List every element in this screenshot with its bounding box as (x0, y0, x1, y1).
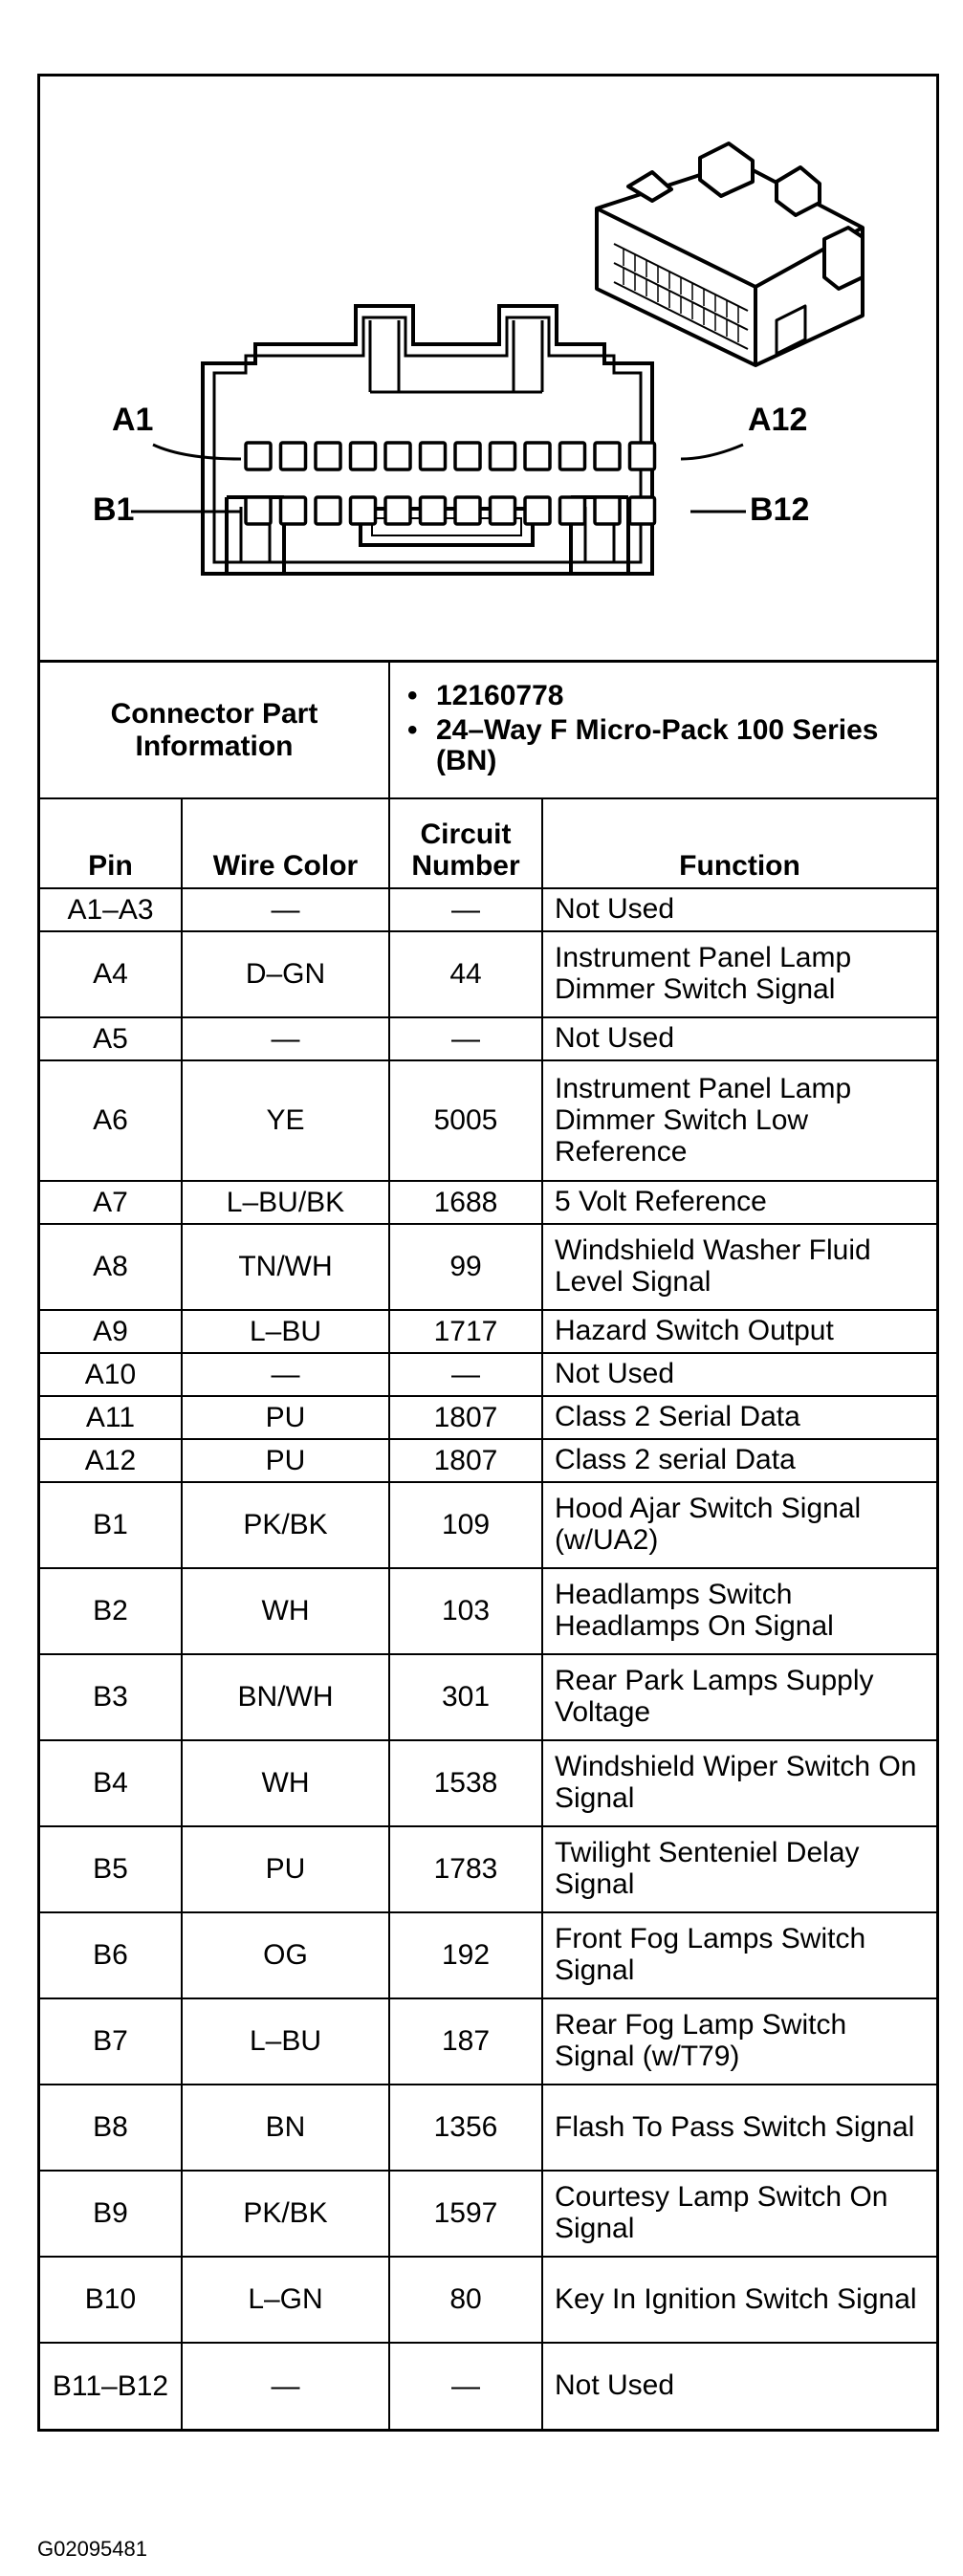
function-cell: 5 Volt Reference (542, 1181, 936, 1224)
pin-cavity (525, 443, 550, 469)
pin-cavity (421, 497, 446, 524)
pinout-table (40, 797, 936, 2429)
wire-color-cell: PK/BK (182, 1482, 389, 1568)
function-cell: Class 2 serial Data (542, 1439, 936, 1482)
circuit-number-cell: 44 (389, 931, 542, 1017)
pin-cavity (385, 497, 410, 524)
function-cell: Rear Park Lamps Supply Voltage (542, 1654, 936, 1740)
circuit-number-cell: — (389, 2343, 542, 2429)
circuit-number-cell: 109 (389, 1482, 542, 1568)
pin-cavity (630, 443, 655, 469)
pin-cell: A7 (40, 1181, 182, 1224)
connector-info-item: • 12160778 (407, 679, 564, 711)
connector-info-table (40, 663, 936, 797)
pin-cell: A12 (40, 1439, 182, 1482)
function-cell: Twilight Senteniel Delay Signal (542, 1826, 936, 1912)
wire-color-cell: PU (182, 1439, 389, 1482)
pin-cavity (560, 443, 585, 469)
pin-cell: A1–A3 (40, 888, 182, 931)
pin-cavity (246, 497, 271, 524)
pin-cell: B10 (40, 2257, 182, 2343)
column-header-function: Function (542, 798, 936, 888)
pin-cavity (491, 497, 515, 524)
function-cell: Not Used (542, 888, 936, 931)
pinout-row (40, 1740, 936, 1826)
pin-cell: B8 (40, 2085, 182, 2171)
circuit-number-cell: 1688 (389, 1181, 542, 1224)
pin-cavity (525, 497, 550, 524)
pin-row-a (246, 443, 655, 469)
pin-cell: B2 (40, 1568, 182, 1654)
pin-cavity (455, 497, 480, 524)
pin-cavity (246, 443, 271, 469)
circuit-number-cell: — (389, 888, 542, 931)
pin-cell: A6 (40, 1060, 182, 1181)
function-cell: Hazard Switch Output (542, 1310, 936, 1353)
wire-color-cell: PK/BK (182, 2171, 389, 2257)
pin-cavity (351, 443, 376, 469)
pinout-row (40, 1017, 936, 1060)
pin-label-a12: A12 (748, 402, 808, 438)
circuit-number-cell: 1783 (389, 1826, 542, 1912)
pinout-row (40, 1060, 936, 1181)
function-cell: Key In Ignition Switch Signal (542, 2257, 936, 2343)
pinout-row (40, 1224, 936, 1310)
pinout-row (40, 1396, 936, 1439)
wire-color-cell: — (182, 2343, 389, 2429)
circuit-number-cell: — (389, 1017, 542, 1060)
pin-cell: A11 (40, 1396, 182, 1439)
wire-color-cell: TN/WH (182, 1224, 389, 1310)
function-cell: Courtesy Lamp Switch On Signal (542, 2171, 936, 2257)
function-cell: Instrument Panel Lamp Dimmer Switch Signal (542, 931, 936, 1017)
pinout-row (40, 2257, 936, 2343)
circuit-number-cell: 5005 (389, 1060, 542, 1181)
wire-color-cell: L–BU (182, 1310, 389, 1353)
function-cell: Windshield Wiper Switch On Signal (542, 1740, 936, 1826)
column-header-pin: Pin (40, 798, 182, 888)
circuit-number-cell: 192 (389, 1912, 542, 1998)
function-cell: Not Used (542, 2343, 936, 2429)
pin-cell: B5 (40, 1826, 182, 1912)
pin-label-b12: B12 (750, 491, 810, 528)
circuit-number-cell: 1597 (389, 2171, 542, 2257)
connector-info-item: • 24–Way F Micro-Pack 100 Series (BN) (407, 713, 879, 776)
circuit-number-cell: 301 (389, 1654, 542, 1740)
pin-cavity (560, 497, 585, 524)
pin-cavity (281, 497, 306, 524)
wire-color-cell: BN/WH (182, 1654, 389, 1740)
function-cell: Not Used (542, 1017, 936, 1060)
function-cell: Front Fog Lamps Switch Signal (542, 1912, 936, 1998)
pin-cell: B6 (40, 1912, 182, 1998)
pin-cell: B3 (40, 1654, 182, 1740)
wire-color-cell: — (182, 888, 389, 931)
pin-cell: B11–B12 (40, 2343, 182, 2429)
pinout-row (40, 1353, 936, 1396)
connector-front-view (203, 306, 652, 574)
pinout-row (40, 1912, 936, 1998)
pin-cavity (421, 443, 446, 469)
pin-cell: B9 (40, 2171, 182, 2257)
pin-cell: A5 (40, 1017, 182, 1060)
pin-cell: B7 (40, 1998, 182, 2085)
connector-info-label: Connector Part Information (40, 663, 389, 797)
connector-drawing (40, 76, 936, 660)
pinout-row (40, 1826, 936, 1912)
pinout-header-row (40, 798, 936, 888)
connector-sheet (37, 74, 939, 2432)
pin-cavity (630, 497, 655, 524)
pinout-row (40, 2171, 936, 2257)
function-cell: Headlamps Switch Headlamps On Signal (542, 1568, 936, 1654)
wire-color-cell: OG (182, 1912, 389, 1998)
column-header-circuit-number: Circuit Number (389, 798, 542, 888)
pin-cavity (595, 443, 620, 469)
pinout-row (40, 931, 936, 1017)
circuit-number-cell: 99 (389, 1224, 542, 1310)
function-cell: Class 2 Serial Data (542, 1396, 936, 1439)
column-header-wire-color: Wire Color (182, 798, 389, 888)
pin-cavity (491, 443, 515, 469)
connector-info-list (389, 663, 936, 797)
wire-color-cell: — (182, 1353, 389, 1396)
function-cell: Not Used (542, 1353, 936, 1396)
circuit-number-cell: 1807 (389, 1439, 542, 1482)
pin-label-b1: B1 (93, 491, 135, 528)
circuit-number-cell: 103 (389, 1568, 542, 1654)
pin-cavity (281, 443, 306, 469)
pinout-row (40, 2085, 936, 2171)
figure-code: G02095481 (37, 2537, 147, 2561)
pinout-row (40, 1998, 936, 2085)
pinout-row (40, 1568, 936, 1654)
pin-cell: B1 (40, 1482, 182, 1568)
pin-cavity (316, 443, 340, 469)
circuit-number-cell: 1717 (389, 1310, 542, 1353)
circuit-number-cell: — (389, 1353, 542, 1396)
connector-3d-view (597, 143, 863, 365)
pin-cavity (385, 443, 410, 469)
pinout-row (40, 1181, 936, 1224)
pinout-row (40, 888, 936, 931)
function-cell: Instrument Panel Lamp Dimmer Switch Low Reference (542, 1060, 936, 1181)
pin-cell: A9 (40, 1310, 182, 1353)
wire-color-cell: WH (182, 1568, 389, 1654)
circuit-number-cell: 80 (389, 2257, 542, 2343)
wire-color-cell: L–BU/BK (182, 1181, 389, 1224)
pinout-row (40, 1654, 936, 1740)
pin-cell: A8 (40, 1224, 182, 1310)
pinout-row (40, 2343, 936, 2429)
wire-color-cell: L–GN (182, 2257, 389, 2343)
pin-cell: A4 (40, 931, 182, 1017)
connector-diagram (40, 76, 936, 663)
pinout-row (40, 1310, 936, 1353)
wire-color-cell: WH (182, 1740, 389, 1826)
pin-cavity (351, 497, 376, 524)
wire-color-cell: — (182, 1017, 389, 1060)
pin-label-a1: A1 (112, 402, 154, 438)
pinout-body (40, 888, 936, 2429)
function-cell: Hood Ajar Switch Signal (w/UA2) (542, 1482, 936, 1568)
function-cell: Flash To Pass Switch Signal (542, 2085, 936, 2171)
function-cell: Rear Fog Lamp Switch Signal (w/T79) (542, 1998, 936, 2085)
wire-color-cell: D–GN (182, 931, 389, 1017)
wire-color-cell: YE (182, 1060, 389, 1181)
pin-cavity (316, 497, 340, 524)
function-cell: Windshield Washer Fluid Level Signal (542, 1224, 936, 1310)
circuit-number-cell: 1807 (389, 1396, 542, 1439)
wire-color-cell: BN (182, 2085, 389, 2171)
circuit-number-cell: 187 (389, 1998, 542, 2085)
wire-color-cell: PU (182, 1396, 389, 1439)
circuit-number-cell: 1356 (389, 2085, 542, 2171)
pin-cavity (595, 497, 620, 524)
circuit-number-cell: 1538 (389, 1740, 542, 1826)
wire-color-cell: L–BU (182, 1998, 389, 2085)
wire-color-cell: PU (182, 1826, 389, 1912)
pinout-row (40, 1482, 936, 1568)
pin-cavity (455, 443, 480, 469)
pin-cell: B4 (40, 1740, 182, 1826)
pinout-row (40, 1439, 936, 1482)
pin-cell: A10 (40, 1353, 182, 1396)
